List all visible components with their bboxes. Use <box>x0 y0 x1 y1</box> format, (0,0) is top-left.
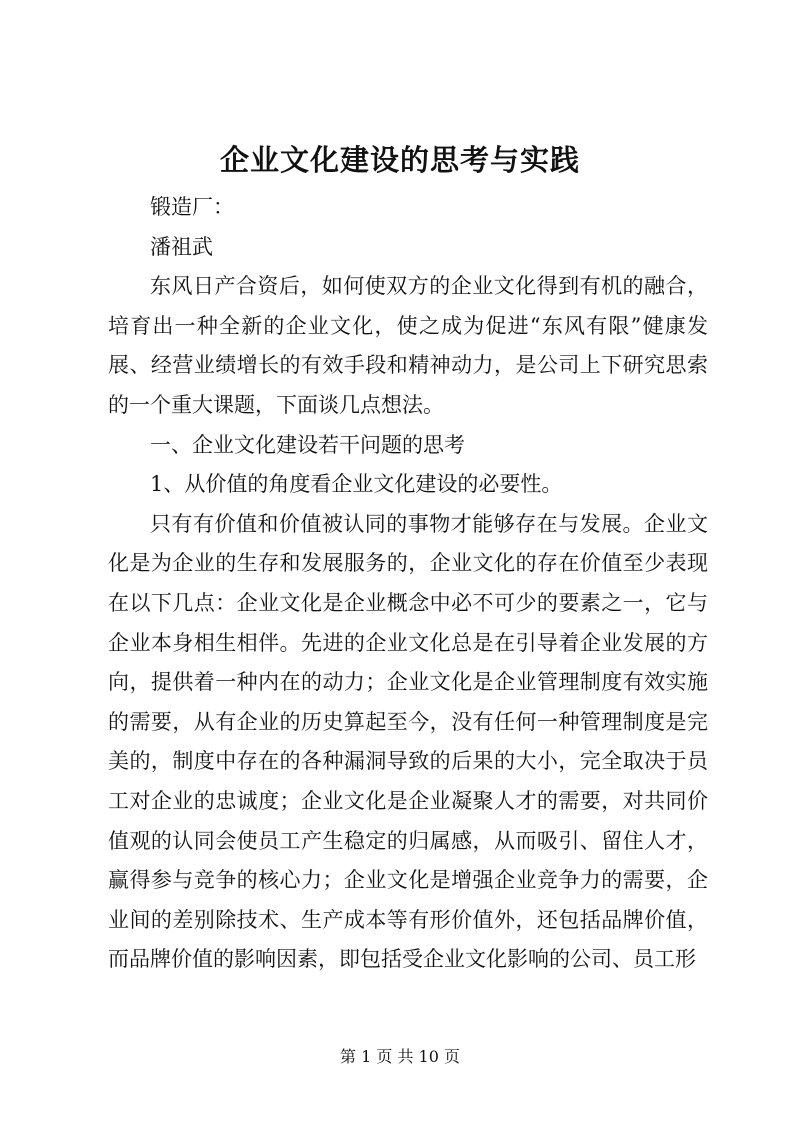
paragraph-department: 锻造厂： <box>150 195 234 219</box>
paragraph-intro: 东风日产合资后，如何使双方的企业文化得到有机的融合，培育出一种全新的企业文化，使之成为促进“东风有限”健康发展、经营业绩增长的有效手段和精神动力，是公司上下研究思索的一个重大课题，下面谈几点想法。 <box>108 274 708 417</box>
paragraph-body: 只有有价值和价值被认同的事物才能够存在与发展。企业文化是为企业的生存和发展服务的，企业文化的存在价值至少表现在以下几点：企业文化是企业概念中必不可少的要素之一，它与企业本身相生相伴。先进的企业文化总是在引导着企业发展的方向，提供着一种内在的动力；企业文化是企业管理制度有效实施的需要，从有企业的历史算起至今，没有任何一种管理制度是完美的，制度中存在的各种漏洞导致的后果的大小，完全取决于员工对企业的忠诚度；企业文化是企业凝聚人才的需要，对共同价值观的认同会使员工产生稳定的归属感，从而吸引、留住人才，赢得参与竞争的核心力；企业文化是增强企业竞争力的需要，企业间的差别除技术、生产成本等有形价值外，还包括品牌价值，而品牌价值的影响因素，即包括受企业文化影响的公司、员工形 <box>108 511 708 972</box>
subsection-heading: 1、从价值的角度看企业文化建设的必要性。 <box>150 472 563 497</box>
section-heading: 一、企业文化建设若干问题的思考 <box>150 432 465 457</box>
page-footer: 第 1 页 共 10 页 <box>340 1047 460 1066</box>
paragraph-author: 潘祖武 <box>150 234 213 259</box>
document-body <box>108 188 708 980</box>
document-title: 企业文化建设的思考与实践 <box>219 143 580 177</box>
